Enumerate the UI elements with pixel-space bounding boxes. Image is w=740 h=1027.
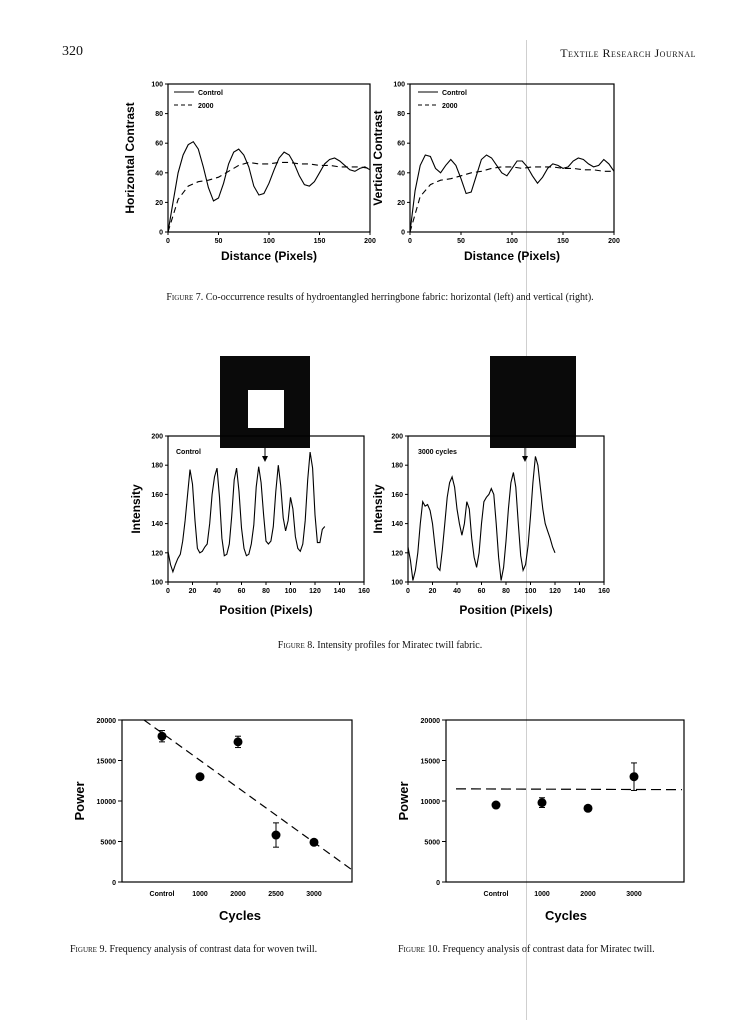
y-tick-label: 120 (151, 550, 163, 558)
x-tick-label: 0 (408, 238, 412, 245)
y-tick-label: 80 (397, 111, 405, 119)
data-point (630, 772, 639, 781)
y-tick-label: 40 (155, 170, 163, 178)
y-tick-label: 10000 (96, 799, 116, 806)
x-tick-label: 0 (406, 588, 410, 595)
fig8-left-ylabel: Intensity (129, 484, 143, 534)
fig7-caption-label: Figure 7. (166, 292, 204, 303)
y-tick-label: 200 (391, 433, 403, 441)
fig10-chart (396, 718, 684, 923)
fig7-caption (60, 292, 700, 303)
fig9-xlabel: Cycles (219, 908, 261, 923)
y-tick-label: 20000 (420, 718, 440, 725)
fig10-xlabel: Cycles (545, 908, 587, 923)
legend-control: Control (442, 90, 467, 97)
x-tick-label: 140 (573, 588, 586, 595)
legend-2000: 2000 (442, 103, 458, 110)
fig8-right-xlabel: Position (Pixels) (459, 603, 553, 617)
fig10-caption (398, 944, 698, 955)
x-tick-label: 1000 (534, 891, 550, 898)
legend-control: Control (198, 90, 223, 97)
data-point (234, 737, 243, 746)
x-tick-label: 120 (309, 588, 321, 595)
fig7-left-ylabel: Horizontal Contrast (123, 102, 137, 214)
fig7-right-chart (371, 82, 620, 264)
y-tick-label: 15000 (420, 758, 440, 766)
y-tick-label: 0 (112, 880, 116, 887)
y-tick-label: 100 (393, 81, 405, 89)
x-tick-label: 160 (598, 588, 610, 595)
fig7-right-series-control (410, 155, 614, 232)
fig9-chart (72, 718, 352, 923)
fig8-caption-label: Figure 8. (277, 640, 315, 651)
fig7-left-chart (123, 82, 376, 264)
figures-9-10 (70, 712, 710, 932)
x-tick-label: 80 (502, 588, 510, 595)
fig10-frame (446, 720, 684, 882)
fig8-caption (60, 640, 700, 651)
y-tick-label: 20 (397, 199, 405, 207)
fig7-left-series-2000 (168, 162, 370, 232)
x-tick-label: 80 (262, 588, 270, 595)
x-tick-label: 100 (263, 238, 275, 245)
down-arrow-icon (522, 456, 528, 462)
journal-title: Textile Research Journal (560, 46, 696, 60)
data-point (584, 804, 593, 813)
x-tick-label: 20 (188, 588, 197, 595)
x-tick-label: 0 (166, 588, 170, 595)
down-arrow-icon (262, 456, 268, 462)
control-fabric-highlight (248, 390, 284, 428)
fig8-left-xlabel: Position (Pixels) (219, 603, 313, 617)
x-tick-label: 150 (557, 238, 569, 245)
fig7-right-ylabel: Vertical Contrast (371, 110, 385, 206)
x-tick-label: 50 (457, 238, 465, 245)
x-tick-label: 200 (364, 238, 376, 245)
y-tick-label: 60 (155, 140, 163, 148)
fig10-ylabel: Power (396, 781, 411, 821)
y-tick-label: 15000 (96, 758, 116, 766)
y-tick-label: 140 (151, 521, 163, 529)
y-tick-label: 100 (151, 81, 163, 89)
y-tick-label: 100 (391, 579, 403, 587)
y-tick-label: 100 (151, 579, 163, 587)
x-tick-label: 40 (453, 588, 461, 595)
y-tick-label: 80 (155, 111, 163, 119)
figure-8 (128, 352, 628, 620)
y-tick-label: 180 (391, 462, 403, 470)
y-tick-label: 5000 (100, 839, 116, 847)
fig8-right-chart (371, 434, 610, 618)
y-tick-label: 60 (397, 140, 405, 148)
fig8-right-label: 3000 cycles (418, 449, 457, 456)
fig10-caption-label: Figure 10. (398, 944, 440, 955)
x-tick-label: 3000 (306, 891, 322, 898)
legend-2000: 2000 (198, 103, 214, 110)
x-tick-label: 3000 (626, 891, 642, 898)
x-tick-label: 60 (237, 588, 246, 595)
y-tick-label: 160 (391, 491, 403, 499)
x-tick-label: 100 (284, 588, 297, 595)
fig7-right-xlabel: Distance (Pixels) (463, 249, 561, 263)
x-tick-label: 20 (428, 588, 437, 595)
y-tick-label: 20 (155, 199, 163, 207)
fig10-caption-text: Frequency analysis of contrast data for Miratec twill. (439, 944, 655, 955)
figure-7 (120, 76, 620, 266)
fig8-right-ylabel: Intensity (371, 484, 385, 534)
x-tick-label: 50 (214, 238, 223, 245)
x-tick-label: 1000 (192, 891, 208, 898)
x-tick-label: Control (149, 891, 175, 898)
fig7-left-series-control (168, 142, 370, 232)
y-tick-label: 160 (151, 491, 163, 499)
x-tick-label: 2000 (580, 891, 596, 898)
fig7-caption-text: Co-occurrence results of hydroentangled herringbone fabric: horizontal (left) and vertical (right). (203, 292, 594, 303)
data-point (492, 801, 501, 810)
x-tick-label: 200 (608, 238, 620, 245)
y-tick-label: 140 (391, 521, 403, 529)
fig9-caption (70, 944, 370, 955)
x-tick-label: 60 (477, 588, 486, 595)
data-point (272, 831, 281, 840)
data-point (196, 772, 205, 781)
x-tick-label: 2000 (230, 891, 246, 898)
y-tick-label: 0 (401, 229, 405, 237)
y-tick-label: 20000 (96, 718, 116, 725)
y-tick-label: 5000 (424, 839, 440, 847)
fig7-left-xlabel: Distance (Pixels) (220, 249, 318, 263)
fig8-right-frame (408, 436, 604, 582)
x-tick-label: 120 (549, 588, 561, 595)
data-point (538, 798, 547, 807)
worn-fabric-image (490, 356, 576, 448)
fig8-caption-text: Intensity profiles for Miratec twill fabric. (314, 640, 483, 651)
fig9-caption-label: Figure 9. (70, 944, 107, 955)
y-tick-label: 10000 (420, 799, 440, 806)
data-point (158, 732, 167, 741)
fig8-right-profile (408, 456, 555, 580)
fig8-left-chart (129, 434, 370, 618)
x-tick-label: 150 (313, 238, 326, 245)
y-tick-label: 0 (436, 880, 440, 887)
fig9-ylabel: Power (72, 781, 87, 821)
page-number: 320 (62, 44, 83, 59)
y-tick-label: 0 (159, 229, 163, 237)
fig9-caption-text: Frequency analysis of contrast data for woven twill. (106, 944, 318, 955)
fig7-right-series-2000 (410, 167, 614, 232)
x-tick-label: 40 (213, 588, 221, 595)
y-tick-label: 180 (151, 462, 163, 470)
fig10-trendline (456, 789, 682, 790)
x-tick-label: 2500 (268, 891, 284, 898)
x-tick-label: 160 (358, 588, 370, 595)
y-tick-label: 200 (151, 433, 163, 441)
fig7-right-frame (410, 84, 614, 232)
y-tick-label: 120 (391, 550, 403, 558)
fig8-left-profile (168, 452, 325, 572)
x-tick-label: Control (483, 891, 509, 898)
y-tick-label: 40 (397, 170, 405, 178)
x-tick-label: 0 (166, 238, 170, 245)
x-tick-label: 140 (333, 588, 346, 595)
x-tick-label: 100 (524, 588, 537, 595)
fig8-left-label: Control (176, 449, 201, 456)
x-tick-label: 100 (506, 238, 518, 245)
fig9-trendline (144, 720, 352, 870)
